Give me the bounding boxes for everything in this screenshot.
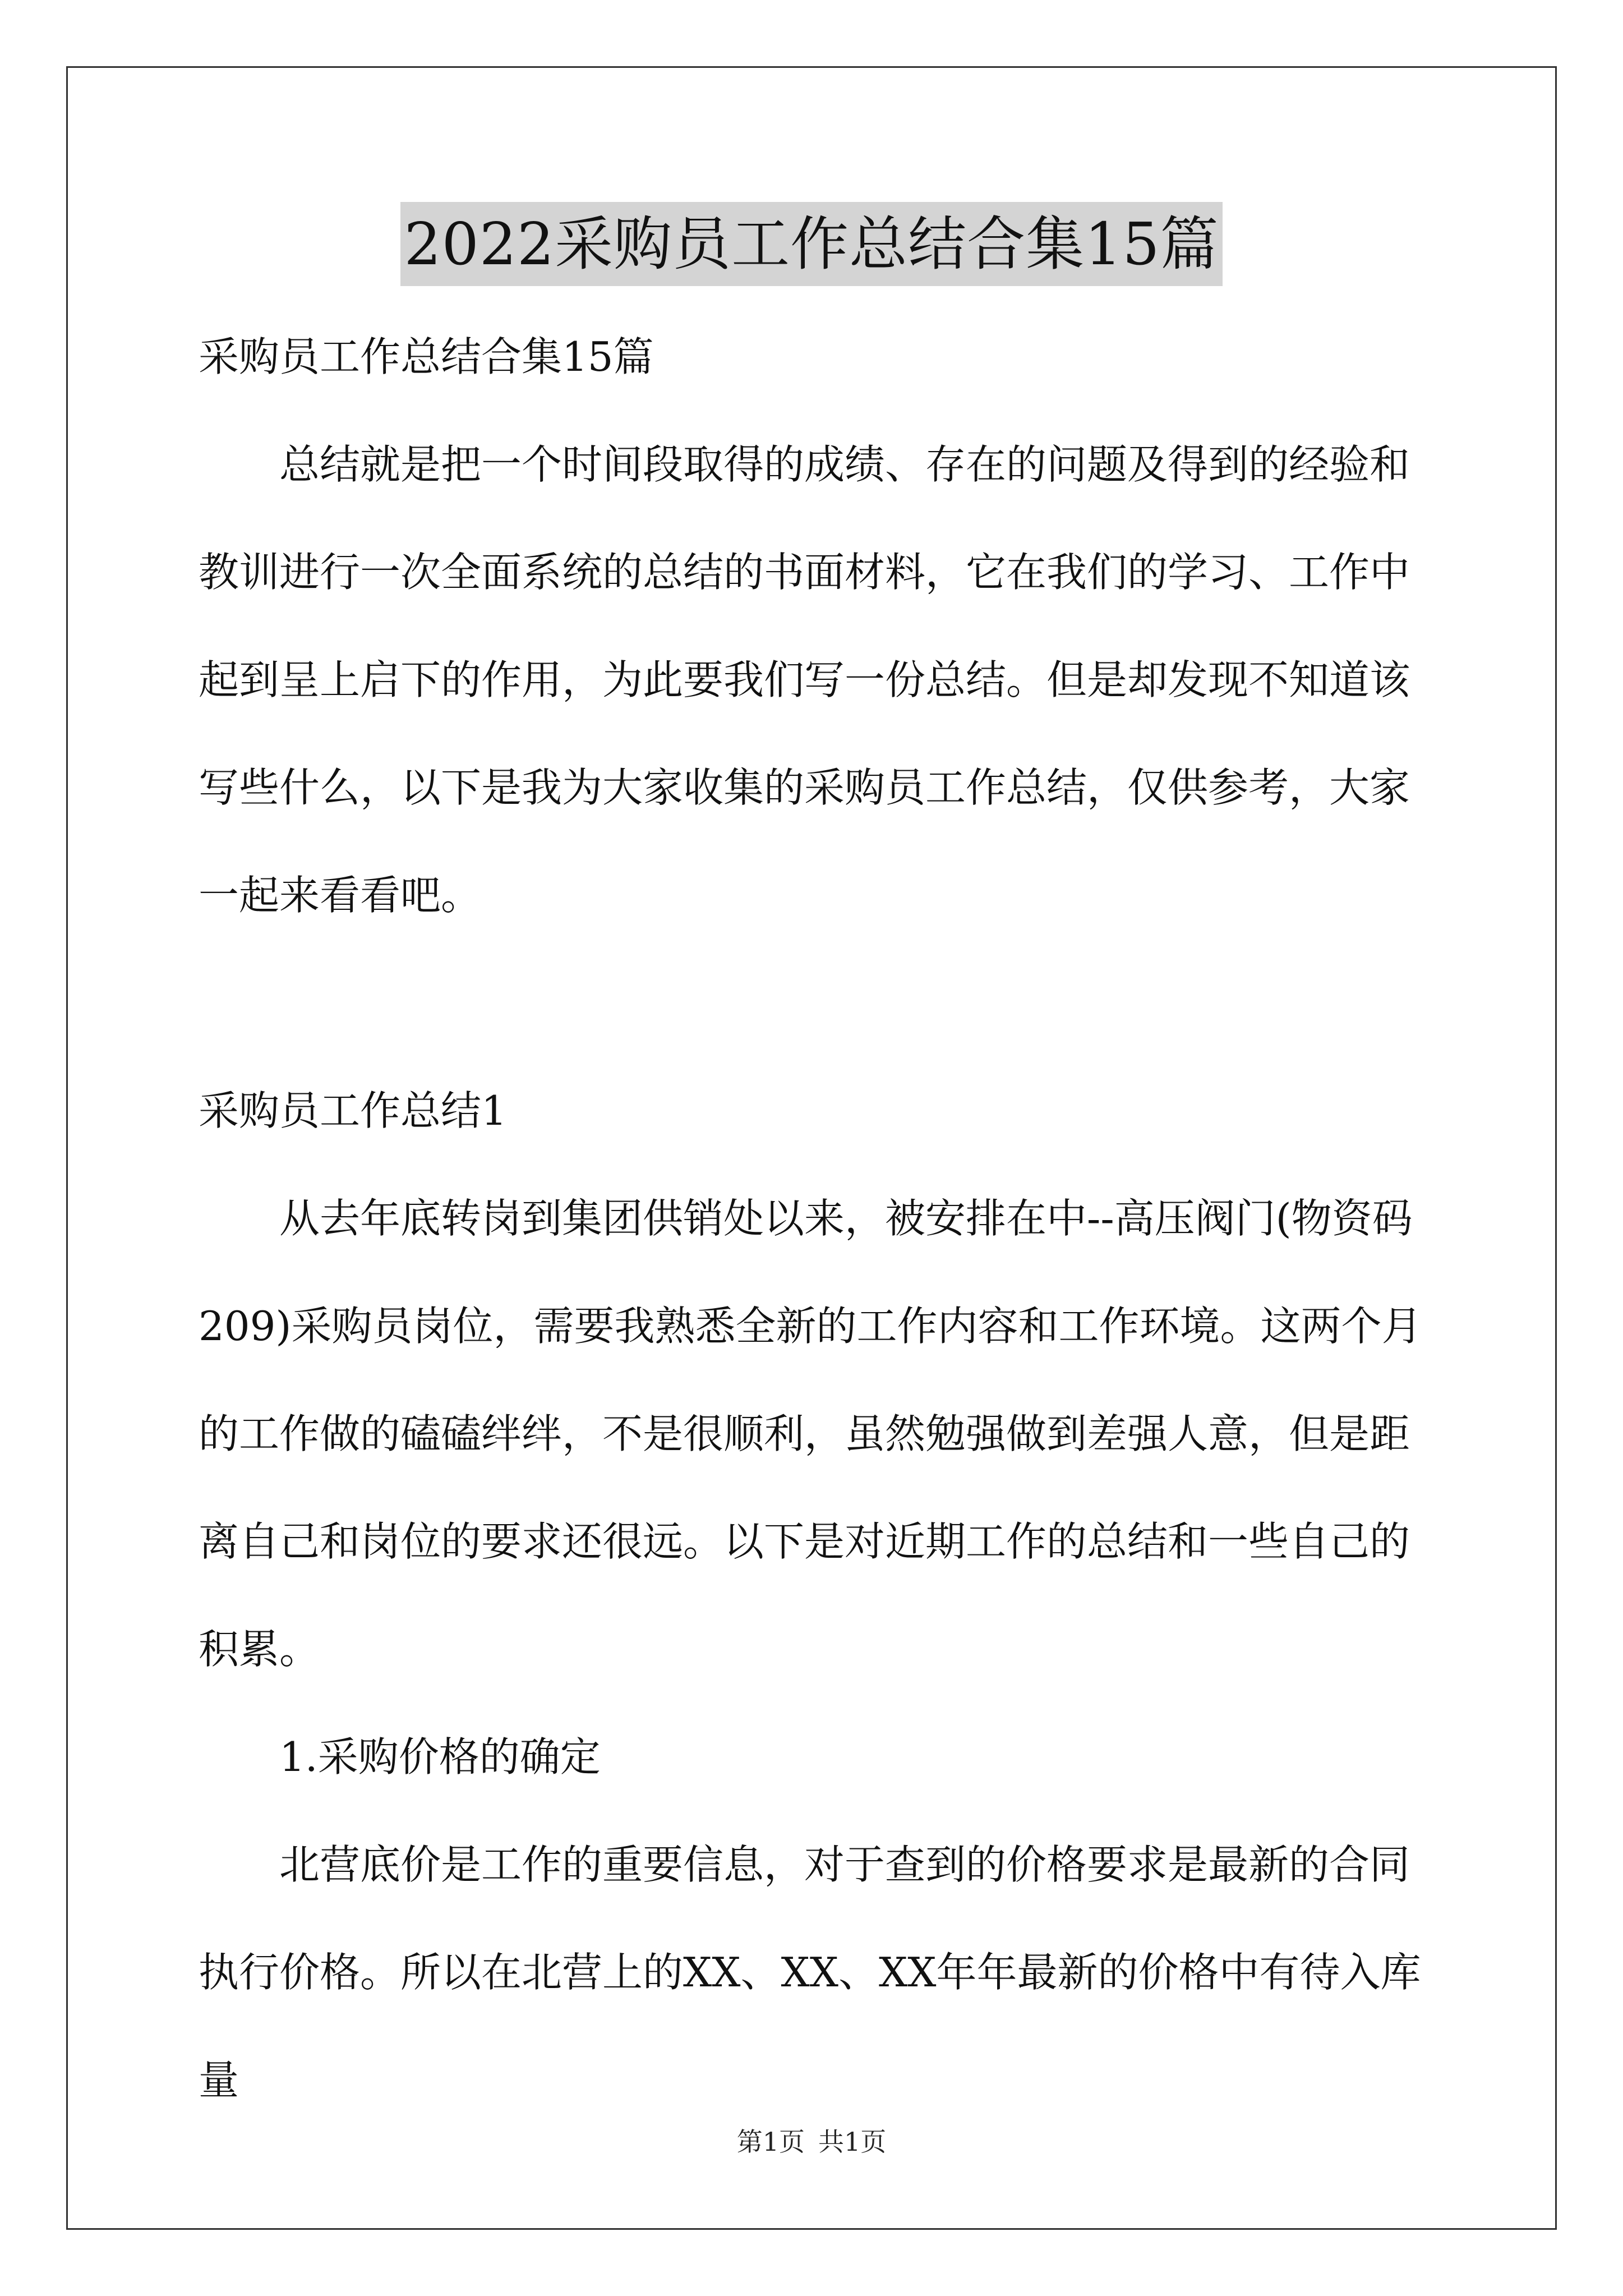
section-paragraph: 从去年底转岗到集团供销处以来，被安排在中--高压阀门(物资码209)采购员岗位，需要我熟悉全新的工作内容和工作环境。这两个月的工作做的磕磕绊绊，不是很顺利，虽然勉强做到差强人意，但是距离自己和岗位的要求还很远。以下是对近期工作的总结和一些自己的积累。	[199, 1195, 1422, 1673]
spacer	[199, 949, 1432, 1057]
page-number: 第1页	[736, 2127, 805, 2157]
item-paragraph: 北营底价是工作的重要信息，对于查到的价格要求是最新的合同执行价格。所以在北营上的XX、XX、XX年年最新的价格中有待入库量	[199, 1841, 1421, 2104]
section-heading: 采购员工作总结1	[199, 1087, 507, 1134]
item-heading: 1.采购价格的确定	[279, 1733, 601, 1780]
document-title: 2022采购员工作总结合集15篇	[400, 202, 1222, 286]
page-total: 共1页	[818, 2127, 887, 2157]
title-container	[0, 202, 1623, 286]
page-footer	[0, 2125, 1623, 2159]
document-subtitle: 采购员工作总结合集15篇	[199, 333, 654, 380]
intro-paragraph: 总结就是把一个时间段取得的成绩、存在的问题及得到的经验和教训进行一次全面系统的总结的书面材料，它在我们的学习、工作中起到呈上启下的作用，为此要我们写一份总结。但是却发现不知道该写些什么，以下是我为大家收集的采购员工作总结，仅供参考，大家一起来看看吧。	[199, 441, 1410, 919]
document-body	[199, 303, 1432, 2134]
